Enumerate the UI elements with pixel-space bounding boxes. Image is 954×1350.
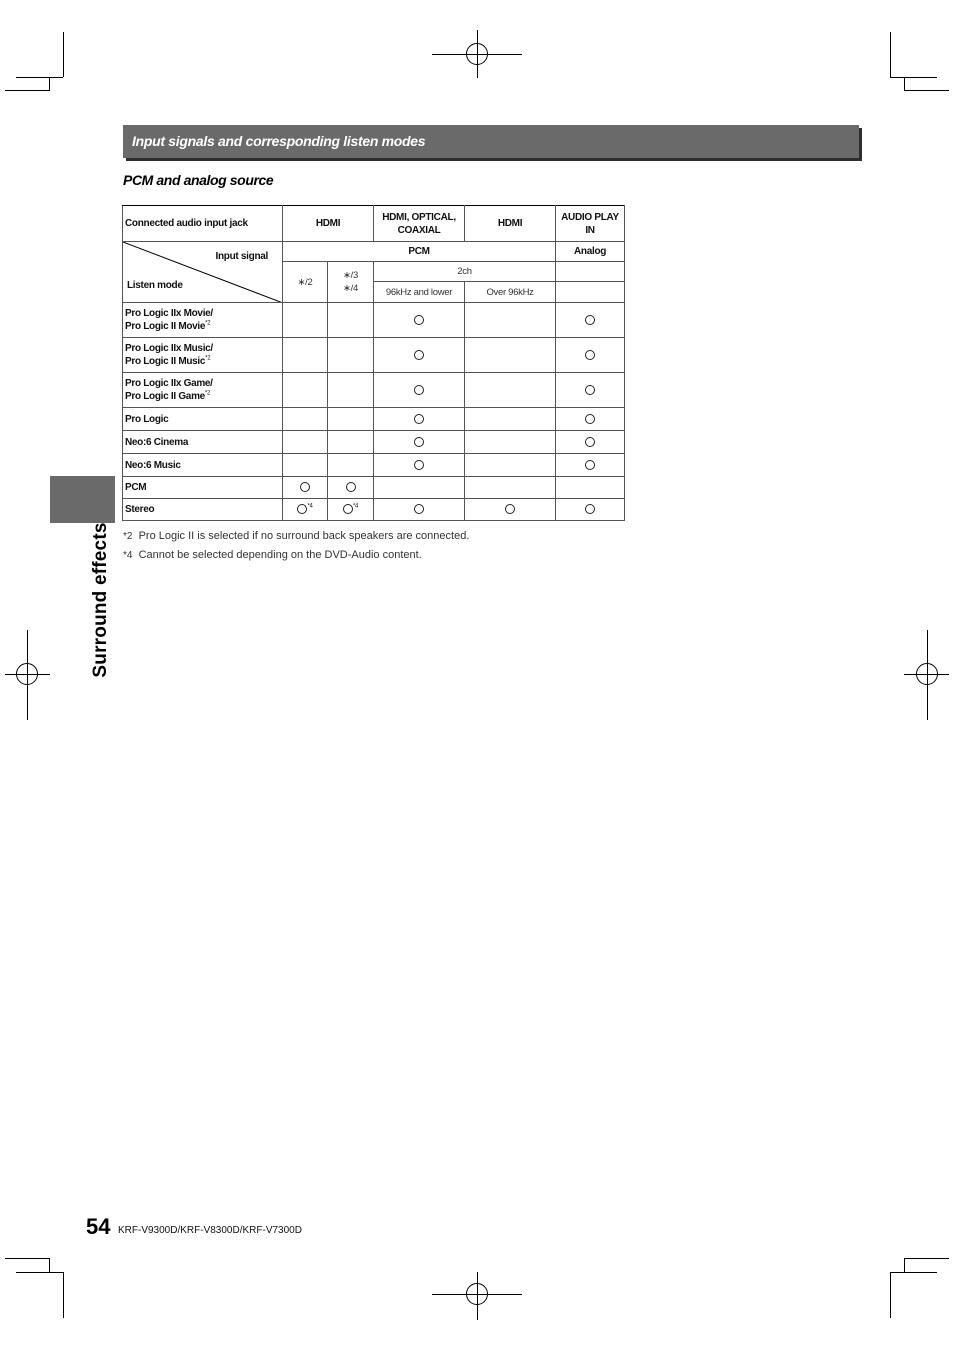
crop-mark: [890, 1272, 891, 1318]
section-banner: [123, 125, 859, 158]
circle-icon: [414, 385, 424, 395]
circle-icon: [346, 482, 356, 492]
table-row: [123, 408, 625, 431]
empty-cell: [556, 282, 625, 303]
empty-cell: [556, 262, 625, 282]
table-row: [123, 477, 625, 499]
input-signal-label: Input signal: [215, 251, 268, 262]
col-96-over: Over 96kHz: [465, 282, 556, 303]
section-title: Input signals and corresponding listen modes: [132, 133, 426, 149]
subheading: PCM and analog source: [123, 172, 274, 188]
crop-mark: [890, 1272, 937, 1273]
mode-cell: Pro Logic IIx Movie/ Pro Logic II Movie$^{*2}$: [123, 303, 283, 338]
circle-icon: [297, 504, 307, 514]
mode-cell: Stereo: [123, 499, 283, 521]
circle-icon: [300, 482, 310, 492]
listen-mode-label: Listen mode: [127, 280, 183, 291]
footnotes: [123, 527, 469, 565]
side-tab: [50, 476, 115, 523]
table-row: [123, 338, 625, 373]
circle-icon: [585, 350, 595, 360]
circle-icon: [414, 504, 424, 514]
signal-pcm: PCM: [283, 242, 556, 262]
circle-icon: [414, 315, 424, 325]
col-2ch: 2ch: [374, 262, 556, 282]
page-number: 54: [86, 1214, 111, 1239]
jack-hdmi: HDMI: [283, 206, 374, 242]
connected-label: Connected audio input jack: [123, 206, 283, 242]
circle-icon: [343, 504, 353, 514]
col-ast3-ast4: [328, 262, 374, 303]
crop-mark: [5, 90, 50, 91]
signal-analog: Analog: [556, 242, 625, 262]
table-row: [123, 431, 625, 454]
registration-mark: [466, 43, 488, 65]
registration-mark: [466, 1283, 488, 1305]
side-label: Surround effects: [90, 522, 111, 678]
crop-mark: [904, 1258, 905, 1272]
mode-cell: Pro Logic: [123, 408, 283, 431]
mode-cell: Neo:6 Music: [123, 454, 283, 477]
registration-mark: [16, 663, 38, 685]
jack-hdmi-2: HDMI: [465, 206, 556, 242]
crop-mark: [904, 90, 949, 91]
circle-icon: [585, 385, 595, 395]
circle-icon: [414, 350, 424, 360]
listen-mode-table: [122, 205, 625, 521]
circle-icon: [585, 315, 595, 325]
circle-icon: [585, 437, 595, 447]
footnote: *2 Pro Logic II is selected if no surround back speakers are connected.: [123, 530, 470, 542]
crop-mark: [49, 1258, 50, 1272]
mode-cell: PCM: [123, 477, 283, 499]
col-96-lower: 96kHz and lower: [374, 282, 465, 303]
crop-mark: [890, 77, 937, 78]
circle-icon: [585, 460, 595, 470]
mode-cell: Pro Logic IIx Music/ Pro Logic II Music$^{*2}$: [123, 338, 283, 373]
registration-mark: [916, 663, 938, 685]
circle-icon: [585, 414, 595, 424]
crop-mark: [904, 1258, 949, 1259]
col-ast4: ∗/4: [343, 283, 358, 294]
jack-audio-play-in: AUDIO PLAY IN: [556, 206, 625, 242]
col-ast2: ∗/2: [283, 262, 328, 303]
diagonal-header-cell: [123, 242, 283, 303]
circle-icon: [414, 460, 424, 470]
crop-mark: [16, 77, 63, 78]
signal-header-row: [123, 242, 625, 262]
mode-cell: Neo:6 Cinema: [123, 431, 283, 454]
model-numbers: KRF-V9300D/KRF-V8300D/KRF-V7300D: [118, 1225, 302, 1236]
crop-mark: [63, 1272, 64, 1318]
table-row: [123, 373, 625, 408]
crop-mark: [904, 77, 905, 91]
circle-icon: [585, 504, 595, 514]
jack-hdmi-optical-coaxial: HDMI, OPTICAL, COAXIAL: [374, 206, 465, 242]
circle-icon: [505, 504, 515, 514]
crop-mark: [49, 77, 50, 91]
table-row: [123, 303, 625, 338]
col-ast3: ∗/3: [343, 270, 358, 281]
jack-header-row: [123, 206, 625, 242]
table-row: [123, 454, 625, 477]
mode-cell: Pro Logic IIx Game/ Pro Logic II Game$^{*2}$: [123, 373, 283, 408]
circle-icon: [414, 437, 424, 447]
crop-mark: [16, 1272, 63, 1273]
circle-icon: [414, 414, 424, 424]
footnote: *4 Cannot be selected depending on the DVD-Audio content.: [123, 549, 422, 561]
table-row: Stereo $^{*4}$ $^{*4}$: [123, 499, 625, 521]
crop-mark: [5, 1258, 50, 1259]
crop-mark: [63, 32, 64, 77]
crop-mark: [890, 32, 891, 77]
